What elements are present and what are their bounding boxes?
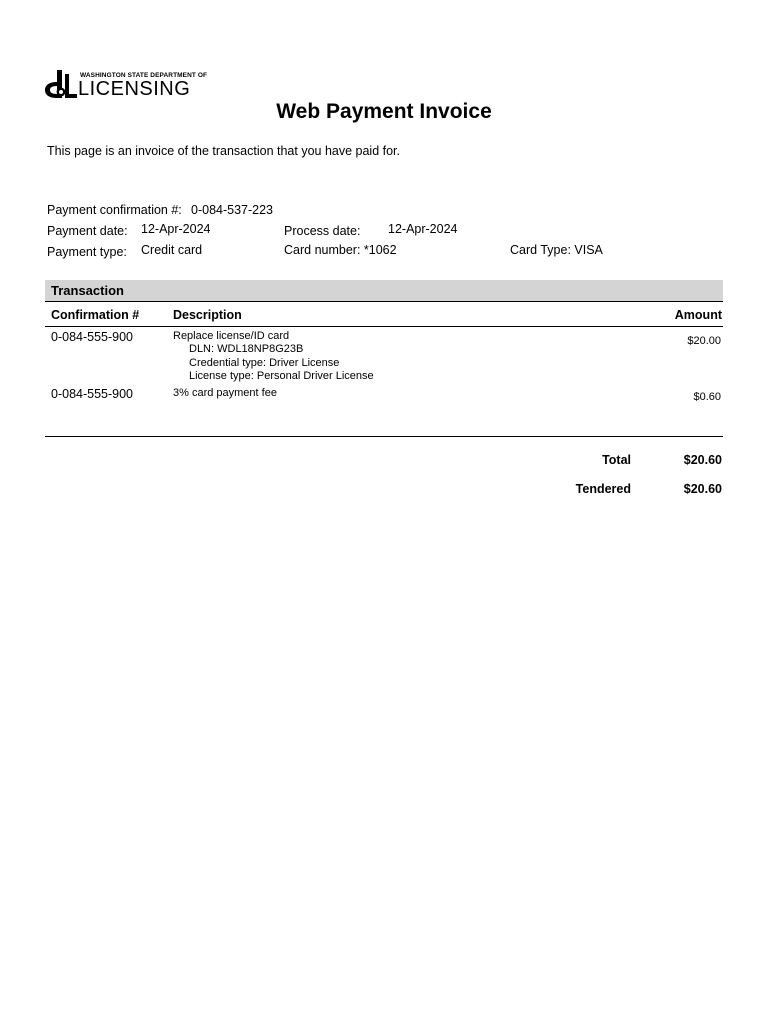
payment-date-value: 12-Apr-2024 <box>141 222 211 236</box>
card-number: Card number: *1062 <box>284 243 397 257</box>
payment-date-label: Payment date: <box>47 224 128 238</box>
total-value: $20.60 <box>683 453 722 467</box>
payment-type-value: Credit card <box>141 243 203 257</box>
row-confirmation: 0-084-555-900 <box>51 387 134 401</box>
row-detail-license-type: License type: Personal Driver License <box>189 370 374 382</box>
dol-logo-mark-icon <box>44 68 80 100</box>
row-confirmation: 0-084-555-900 <box>51 330 134 344</box>
payment-confirmation-value: 0-084-537-223 <box>191 203 274 217</box>
row-detail-dln: DLN: WDL18NP8G23B <box>189 343 304 355</box>
tendered-label: Tendered <box>575 482 631 496</box>
process-date-value: 12-Apr-2024 <box>388 222 458 236</box>
payment-type-label: Payment type: <box>47 245 127 259</box>
logo-department-text: WASHINGTON STATE DEPARTMENT OF <box>80 72 208 79</box>
column-header-description: Description <box>173 308 242 322</box>
dol-logo <box>44 68 208 102</box>
row-detail-credential-type: Credential type: Driver License <box>189 357 340 369</box>
row-description: Replace license/ID card <box>173 330 290 342</box>
total-label: Total <box>602 453 631 467</box>
transaction-section-title: Transaction <box>51 283 124 298</box>
column-header-amount: Amount <box>674 308 722 322</box>
transaction-section-header <box>45 280 723 302</box>
row-amount: $0.60 <box>693 391 721 403</box>
process-date-label: Process date: <box>284 224 361 238</box>
intro-text: This page is an invoice of the transaction that you have paid for. <box>47 144 400 158</box>
header-divider <box>45 326 723 327</box>
card-type: Card Type: VISA <box>510 243 603 257</box>
tendered-value: $20.60 <box>683 482 722 496</box>
page-title: Web Payment Invoice <box>276 100 492 123</box>
table-bottom-divider <box>45 436 723 437</box>
column-header-confirmation: Confirmation # <box>51 308 140 322</box>
row-amount: $20.00 <box>687 335 721 347</box>
row-description: 3% card payment fee <box>173 387 277 399</box>
payment-confirmation-label: Payment confirmation #: <box>47 203 182 217</box>
logo-licensing-text: LICENSING <box>78 78 191 100</box>
